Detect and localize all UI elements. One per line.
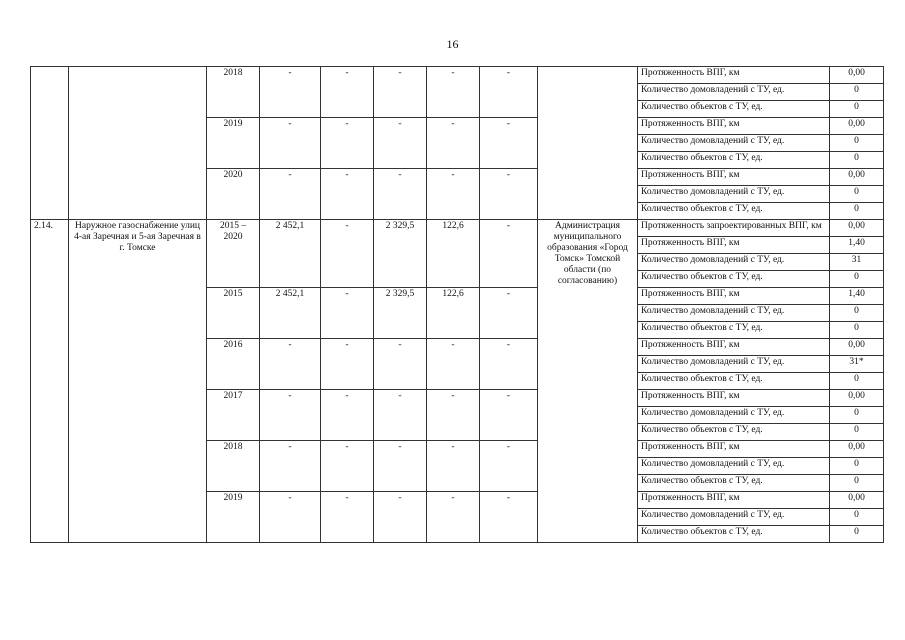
- amount-cell: -: [260, 67, 321, 118]
- amount-cell: -: [321, 339, 374, 390]
- amount-cell: -: [480, 492, 538, 543]
- indicator-label: Протяженность ВПГ, км: [638, 390, 830, 407]
- indicator-value: 0,00: [830, 67, 884, 84]
- indicator-label: Протяженность ВПГ, км: [638, 492, 830, 509]
- amount-cell: -: [374, 169, 427, 220]
- indicator-label: Протяженность ВПГ, км: [638, 339, 830, 356]
- amount-cell: -: [427, 67, 480, 118]
- amount-cell: -: [260, 118, 321, 169]
- indicator-label: Количество объектов с ТУ, ед.: [638, 373, 830, 390]
- indicator-value: 0: [830, 84, 884, 101]
- indicator-value: 0: [830, 322, 884, 339]
- amount-cell: -: [321, 288, 374, 339]
- indicator-value: 0: [830, 186, 884, 203]
- indicator-label: Количество объектов с ТУ, ед.: [638, 475, 830, 492]
- amount-cell: -: [260, 169, 321, 220]
- amount-cell: -: [427, 118, 480, 169]
- item-name: Наружное газоснабжение улиц 4-ая Заречная и 5-ая Заречная в г. Томске: [69, 220, 207, 543]
- indicator-label: Количество объектов с ТУ, ед.: [638, 322, 830, 339]
- indicator-label: Протяженность ВПГ, км: [638, 67, 830, 84]
- amount-cell: -: [480, 441, 538, 492]
- indicator-label: Протяженность ВПГ, км: [638, 118, 830, 135]
- year-cell: 2019: [207, 492, 260, 543]
- indicator-value: 0: [830, 373, 884, 390]
- amount-cell: -: [480, 67, 538, 118]
- amount-cell: -: [321, 390, 374, 441]
- year-cell: 2018: [207, 67, 260, 118]
- indicator-value: 0: [830, 424, 884, 441]
- amount-cell: -: [260, 339, 321, 390]
- indicator-value: 0: [830, 271, 884, 288]
- item-name: [69, 67, 207, 220]
- amount-cell: -: [374, 390, 427, 441]
- amount-cell: -: [427, 441, 480, 492]
- item-number: [31, 67, 69, 220]
- indicator-label: Количество объектов с ТУ, ед.: [638, 424, 830, 441]
- amount-cell: -: [321, 118, 374, 169]
- amount-cell: -: [427, 492, 480, 543]
- indicator-value: 0: [830, 509, 884, 526]
- page-number: 16: [446, 37, 459, 51]
- indicator-value: 0: [830, 101, 884, 118]
- indicator-label: Количество объектов с ТУ, ед.: [638, 101, 830, 118]
- amount-cell: -: [480, 288, 538, 339]
- indicator-value: 0,00: [830, 169, 884, 186]
- indicator-value: 0,00: [830, 220, 884, 237]
- amount-cell: -: [374, 67, 427, 118]
- indicator-label: Количество домовладений с ТУ, ед.: [638, 509, 830, 526]
- amount-cell: -: [321, 67, 374, 118]
- amount-cell: 122,6: [427, 288, 480, 339]
- indicator-value: 0: [830, 407, 884, 424]
- amount-cell: 2 329,5: [374, 220, 427, 288]
- document-table: [30, 66, 884, 543]
- table-body: [31, 67, 884, 543]
- indicator-label: Протяженность запроектированных ВПГ, км: [638, 220, 830, 237]
- year-cell: 2017: [207, 390, 260, 441]
- indicator-label: Количество домовладений с ТУ, ед.: [638, 356, 830, 373]
- year-cell: 2015 – 2020: [207, 220, 260, 288]
- indicator-label: Количество объектов с ТУ, ед.: [638, 271, 830, 288]
- amount-cell: -: [480, 118, 538, 169]
- amount-cell: 122,6: [427, 220, 480, 288]
- year-cell: 2019: [207, 118, 260, 169]
- indicator-label: Протяженность ВПГ, км: [638, 441, 830, 458]
- amount-cell: 2 452,1: [260, 288, 321, 339]
- amount-cell: -: [321, 441, 374, 492]
- indicator-value: 31: [830, 254, 884, 271]
- amount-cell: -: [260, 441, 321, 492]
- amount-cell: -: [480, 390, 538, 441]
- indicator-label: Количество домовладений с ТУ, ед.: [638, 186, 830, 203]
- amount-cell: -: [427, 169, 480, 220]
- amount-cell: -: [321, 220, 374, 288]
- item-number: 2.14.: [31, 220, 69, 543]
- indicator-value: 0: [830, 526, 884, 543]
- indicator-label: Количество объектов с ТУ, ед.: [638, 203, 830, 220]
- indicator-value: 0: [830, 135, 884, 152]
- indicator-value: 0: [830, 152, 884, 169]
- indicator-label: Количество домовладений с ТУ, ед.: [638, 84, 830, 101]
- indicator-label: Количество домовладений с ТУ, ед.: [638, 458, 830, 475]
- amount-cell: -: [374, 118, 427, 169]
- organization-cell: [538, 67, 638, 220]
- amount-cell: -: [427, 390, 480, 441]
- amount-cell: -: [374, 441, 427, 492]
- indicator-label: Количество объектов с ТУ, ед.: [638, 526, 830, 543]
- indicator-label: Количество домовладений с ТУ, ед.: [638, 305, 830, 322]
- amount-cell: -: [374, 339, 427, 390]
- indicator-value: 0,00: [830, 492, 884, 509]
- amount-cell: -: [480, 220, 538, 288]
- year-cell: 2015: [207, 288, 260, 339]
- indicator-value: 0,00: [830, 339, 884, 356]
- amount-cell: 2 452,1: [260, 220, 321, 288]
- year-cell: 2018: [207, 441, 260, 492]
- amount-cell: -: [374, 492, 427, 543]
- indicator-value: 1,40: [830, 288, 884, 305]
- indicator-value: 31*: [830, 356, 884, 373]
- table-row: [31, 220, 884, 237]
- indicator-value: 0,00: [830, 441, 884, 458]
- indicator-label: Протяженность ВПГ, км: [638, 169, 830, 186]
- indicator-label: Протяженность ВПГ, км: [638, 237, 830, 254]
- indicator-label: Количество домовладений с ТУ, ед.: [638, 407, 830, 424]
- indicator-value: 0: [830, 475, 884, 492]
- amount-cell: -: [260, 492, 321, 543]
- organization-cell: Администрация муниципального образования «Город Томск» Томской области (по согласованию): [538, 220, 638, 543]
- indicator-value: 0: [830, 458, 884, 475]
- year-cell: 2016: [207, 339, 260, 390]
- indicator-value: 0: [830, 305, 884, 322]
- amount-cell: -: [480, 169, 538, 220]
- indicator-value: 0: [830, 203, 884, 220]
- amount-cell: -: [321, 169, 374, 220]
- indicator-value: 0,00: [830, 118, 884, 135]
- amount-cell: -: [260, 390, 321, 441]
- amount-cell: -: [480, 339, 538, 390]
- amount-cell: -: [321, 492, 374, 543]
- table-row: [31, 67, 884, 84]
- indicator-value: 0,00: [830, 390, 884, 407]
- amount-cell: -: [427, 339, 480, 390]
- indicator-label: Протяженность ВПГ, км: [638, 288, 830, 305]
- amount-cell: 2 329,5: [374, 288, 427, 339]
- year-cell: 2020: [207, 169, 260, 220]
- indicator-value: 1,40: [830, 237, 884, 254]
- indicator-label: Количество объектов с ТУ, ед.: [638, 152, 830, 169]
- indicator-label: Количество домовладений с ТУ, ед.: [638, 135, 830, 152]
- indicator-label: Количество домовладений с ТУ, ед.: [638, 254, 830, 271]
